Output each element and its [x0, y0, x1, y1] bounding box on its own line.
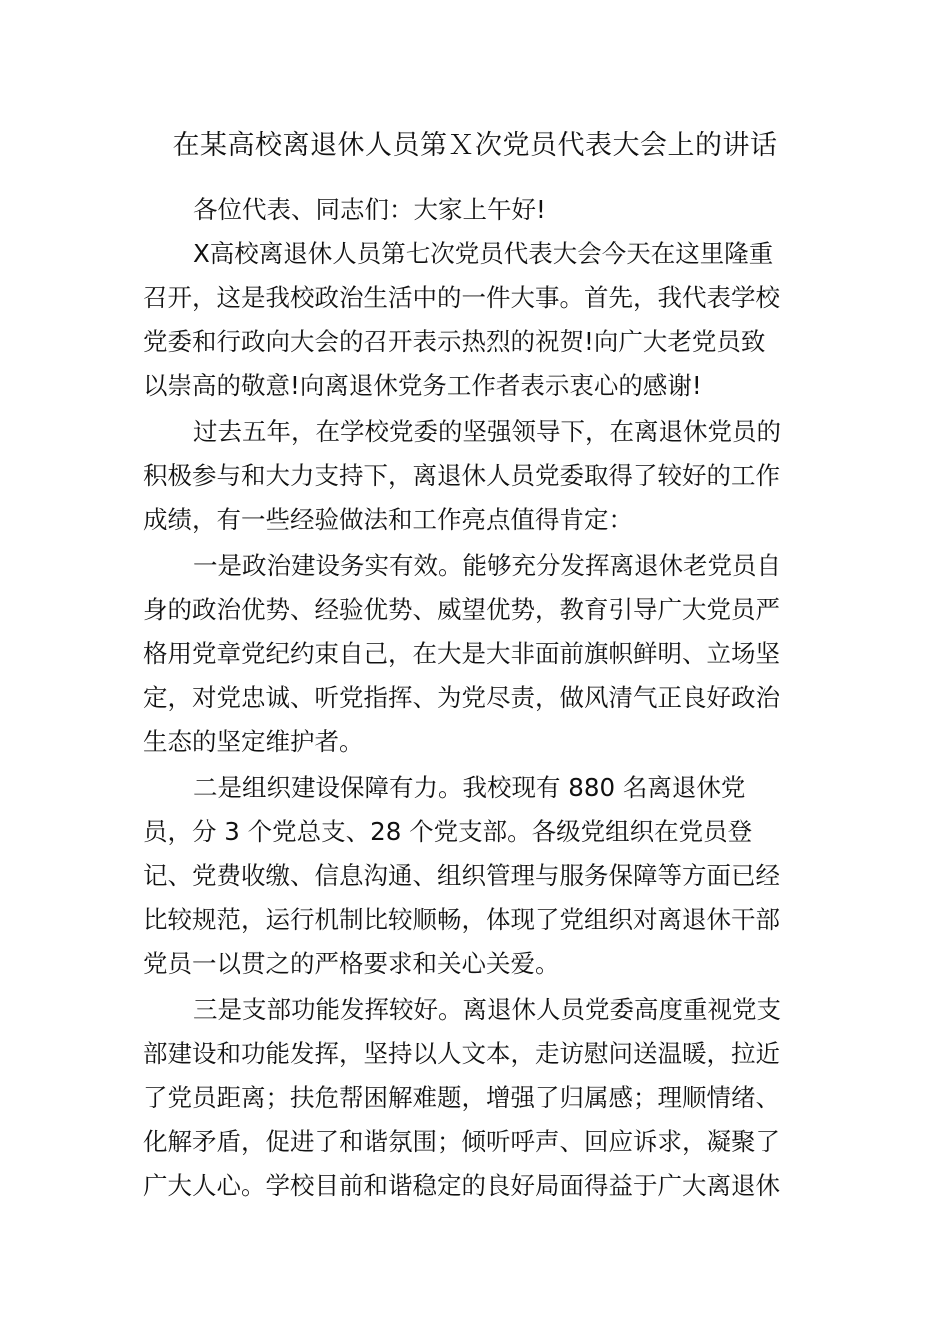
- text-line: 广大人心。学校目前和谐稳定的良好局面得益于广大离退休: [143, 1171, 780, 1200]
- text-line: X高校离退休人员第七次党员代表大会今天在这里隆重: [193, 239, 774, 268]
- text-line: 员，分 3 个党总支、28 个党支部。各级党组织在党员登: [143, 817, 753, 846]
- text-line: 化解矛盾，促进了和谐氛围；倾听呼声、回应诉求，凝聚了: [143, 1127, 780, 1156]
- text-line: 积极参与和大力支持下，离退休人员党委取得了较好的工作: [143, 461, 780, 490]
- text-line: 生态的坚定维护者。: [143, 727, 364, 756]
- text-line: 定，对党忠诚、听党指挥、为党尽责，做风清气正良好政治: [143, 683, 780, 712]
- text-line: 三是支部功能发挥较好。离退休人员党委高度重视党支: [193, 995, 781, 1024]
- text-line: 部建设和功能发挥，坚持以人文本，走访慰问送温暖，拉近: [143, 1039, 780, 1068]
- text-line: 党委和行政向大会的召开表示热烈的祝贺!向广大老党员致: [143, 327, 766, 356]
- text-line: 一是政治建设务实有效。能够充分发挥离退休老党员自: [193, 551, 781, 580]
- text-line: 了党员距离；扶危帮困解难题，增强了归属感；理顺情绪、: [143, 1083, 780, 1112]
- text-line: 身的政治优势、经验优势、威望优势，教育引导广大党员严: [143, 595, 780, 624]
- text-line: 比较规范，运行机制比较顺畅，体现了党组织对离退休干部: [143, 905, 780, 934]
- salutation: 各位代表、同志们：大家上午好!: [193, 195, 546, 224]
- text-line: 过去五年，在学校党委的坚强领导下，在离退休党员的: [193, 417, 781, 446]
- text-line: 记、党费收缴、信息沟通、组织管理与服务保障等方面已经: [143, 861, 780, 890]
- text-line: 成绩，有一些经验做法和工作亮点值得肯定：: [143, 505, 633, 534]
- text-line: 以崇高的敬意!向离退休党务工作者表示衷心的感谢!: [143, 371, 702, 400]
- text-line: 二是组织建设保障有力。我校现有 880 名离退休党: [193, 773, 746, 802]
- text-line: 党员一以贯之的严格要求和关心关爱。: [143, 949, 560, 978]
- document-title: 在某高校离退休人员第Ｘ次党员代表大会上的讲话: [172, 130, 778, 161]
- text-line: 格用党章党纪约束自己，在大是大非面前旗帜鲜明、立场坚: [143, 639, 780, 668]
- text-line: 召开，这是我校政治生活中的一件大事。首先，我代表学校: [143, 283, 780, 312]
